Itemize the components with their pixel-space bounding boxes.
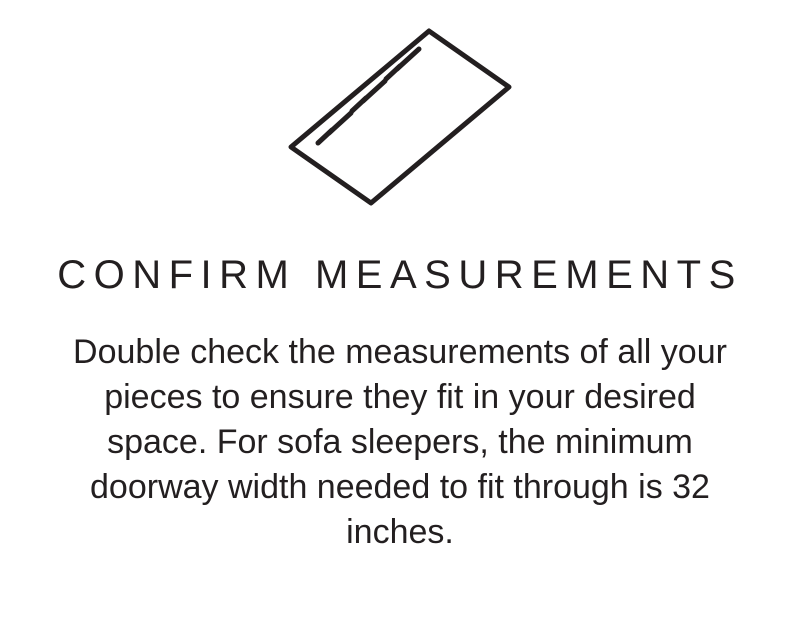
page-title: CONFIRM MEASUREMENTS xyxy=(57,253,743,297)
description-text: Double check the measurements of all your pieces to ensure they fit in your desired space. For sofa sleepers, the minimum doorway width needed to fit through is 32 inches. xyxy=(73,333,727,551)
ruler-icon xyxy=(270,22,530,212)
